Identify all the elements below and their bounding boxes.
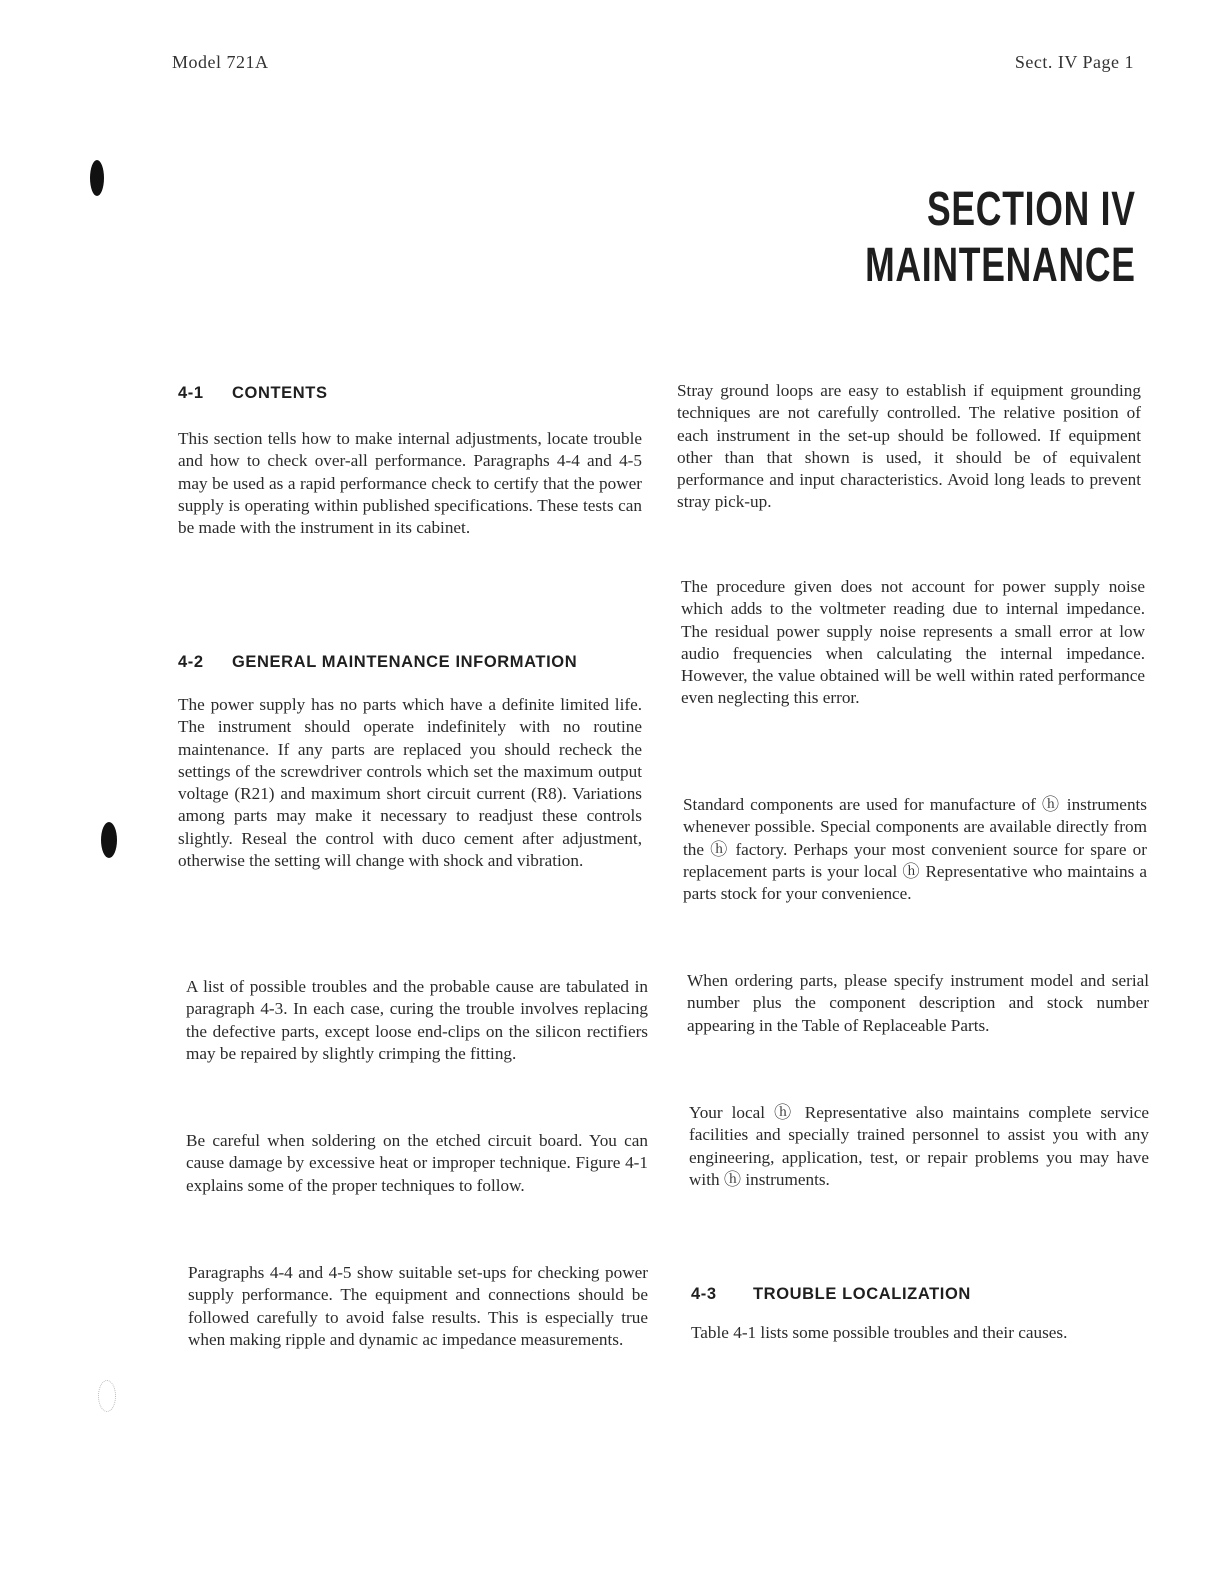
paragraph-general-maintenance: [178, 694, 642, 872]
paragraph-text: This section tells how to make internal adjustments, locate trouble and how to check over-all performance. Paragraphs 4-4 and 4-5 may be used as a rapid performance check to certify that the power supply is operating within published specifications. These tests can be made with the instrument in its cabinet.: [178, 429, 642, 538]
heading-contents: [178, 384, 642, 403]
paragraph-text: Your local ⓗ Representative also maintains complete service facilities and specially trained personnel to assist you with any engineering, application, test, or repair problems you may have with ⓗ instruments.: [689, 1103, 1149, 1189]
binder-hole-mark-top: [90, 160, 104, 196]
paragraph-text: The procedure given does not account for power supply noise which adds to the voltmeter reading due to internal impedance. The residual power supply noise represents a small error at low audio frequencies when calculating the internal impedance. However, the value obtained will be well within rated performance even neglecting this error.: [681, 577, 1145, 708]
paragraph-text: Stray ground loops are easy to establish if equipment grounding techniques are not carefully controlled. The relative position of each instrument in the set-up should be followed. If equipment other than that shown is used, it should be of equivalent performance and input characteristics. Avoid long leads to prevent stray pick-up.: [677, 381, 1141, 512]
binder-hole-mark-bottom: [98, 1380, 116, 1412]
paragraph-noise: [681, 576, 1145, 710]
page-header-section-page: Sect. IV Page 1: [1014, 52, 1134, 72]
heading-text: GENERAL MAINTENANCE INFORMATION: [232, 653, 578, 671]
paragraph-ground-loops: [677, 380, 1141, 514]
paragraph-text: Standard components are used for manufacture of ⓗ instruments whenever possible. Special components are available directly from the ⓗ factory. Perhaps your most convenient source for spare or replacement parts is your local ⓗ Representative who maintains a parts stock for your convenience.: [683, 795, 1147, 904]
paragraph-soldering: [186, 1130, 648, 1197]
binder-hole-mark-middle: [101, 822, 117, 858]
paragraph-contents: [178, 428, 642, 539]
paragraph-standard-components: [683, 794, 1147, 905]
paragraph-text: When ordering parts, please specify instrument model and serial number plus the component description and stock number appearing in the Table of Replaceable Parts.: [687, 971, 1149, 1035]
section-title: [865, 182, 1136, 294]
heading-text: CONTENTS: [232, 384, 328, 402]
paragraph-possible-troubles: [186, 976, 648, 1065]
section-title-name: MAINTENANCE: [865, 239, 1136, 292]
heading-number: 4-1: [178, 384, 204, 402]
paragraph-service-facilities: [689, 1102, 1149, 1191]
page-header-model: Model 721A: [172, 52, 269, 72]
paragraph-ordering-parts: [687, 970, 1149, 1037]
paragraph-text: The power supply has no parts which have a definite limited life. The instrument should operate indefinitely with no routine maintenance. If any parts are replaced you should recheck the settings of the screwdriver controls which set the maximum output voltage (R21) and maximum short circuit current (R8). Variations among parts may make it necessary to readjust these controls slightly. Reseal the control with duco cement after adjustment, otherwise the setting will change with shock and vibration.: [178, 695, 642, 871]
paragraph-text: Paragraphs 4-4 and 4-5 show suitable set-ups for checking power supply performance. The equipment and connections should be followed carefully to avoid false results. This is especially true when making ripple and dynamic ac impedance measurements.: [188, 1263, 648, 1349]
section-title-number: SECTION IV: [927, 183, 1136, 236]
heading-trouble-localization: [691, 1285, 1155, 1304]
paragraph-text: A list of possible troubles and the probable cause are tabulated in paragraph 4-3. In each case, curing the trouble involves replacing the defective parts, except loose end-clips on the silicon rectifiers may be repaired by slightly crimping the fitting.: [186, 977, 648, 1063]
heading-text: TROUBLE LOCALIZATION: [753, 1285, 971, 1303]
heading-number: 4-2: [178, 653, 204, 671]
paragraph-setups: [188, 1262, 648, 1351]
heading-general-maintenance: [178, 653, 642, 672]
paragraph-text: Be careful when soldering on the etched circuit board. You can cause damage by excessive heat or improper technique. Figure 4-1 explains some of the proper techniques to follow.: [186, 1131, 648, 1195]
heading-number: 4-3: [691, 1285, 717, 1303]
paragraph-trouble-localization: [691, 1322, 1153, 1344]
paragraph-text: Table 4-1 lists some possible troubles and their causes.: [691, 1323, 1068, 1342]
